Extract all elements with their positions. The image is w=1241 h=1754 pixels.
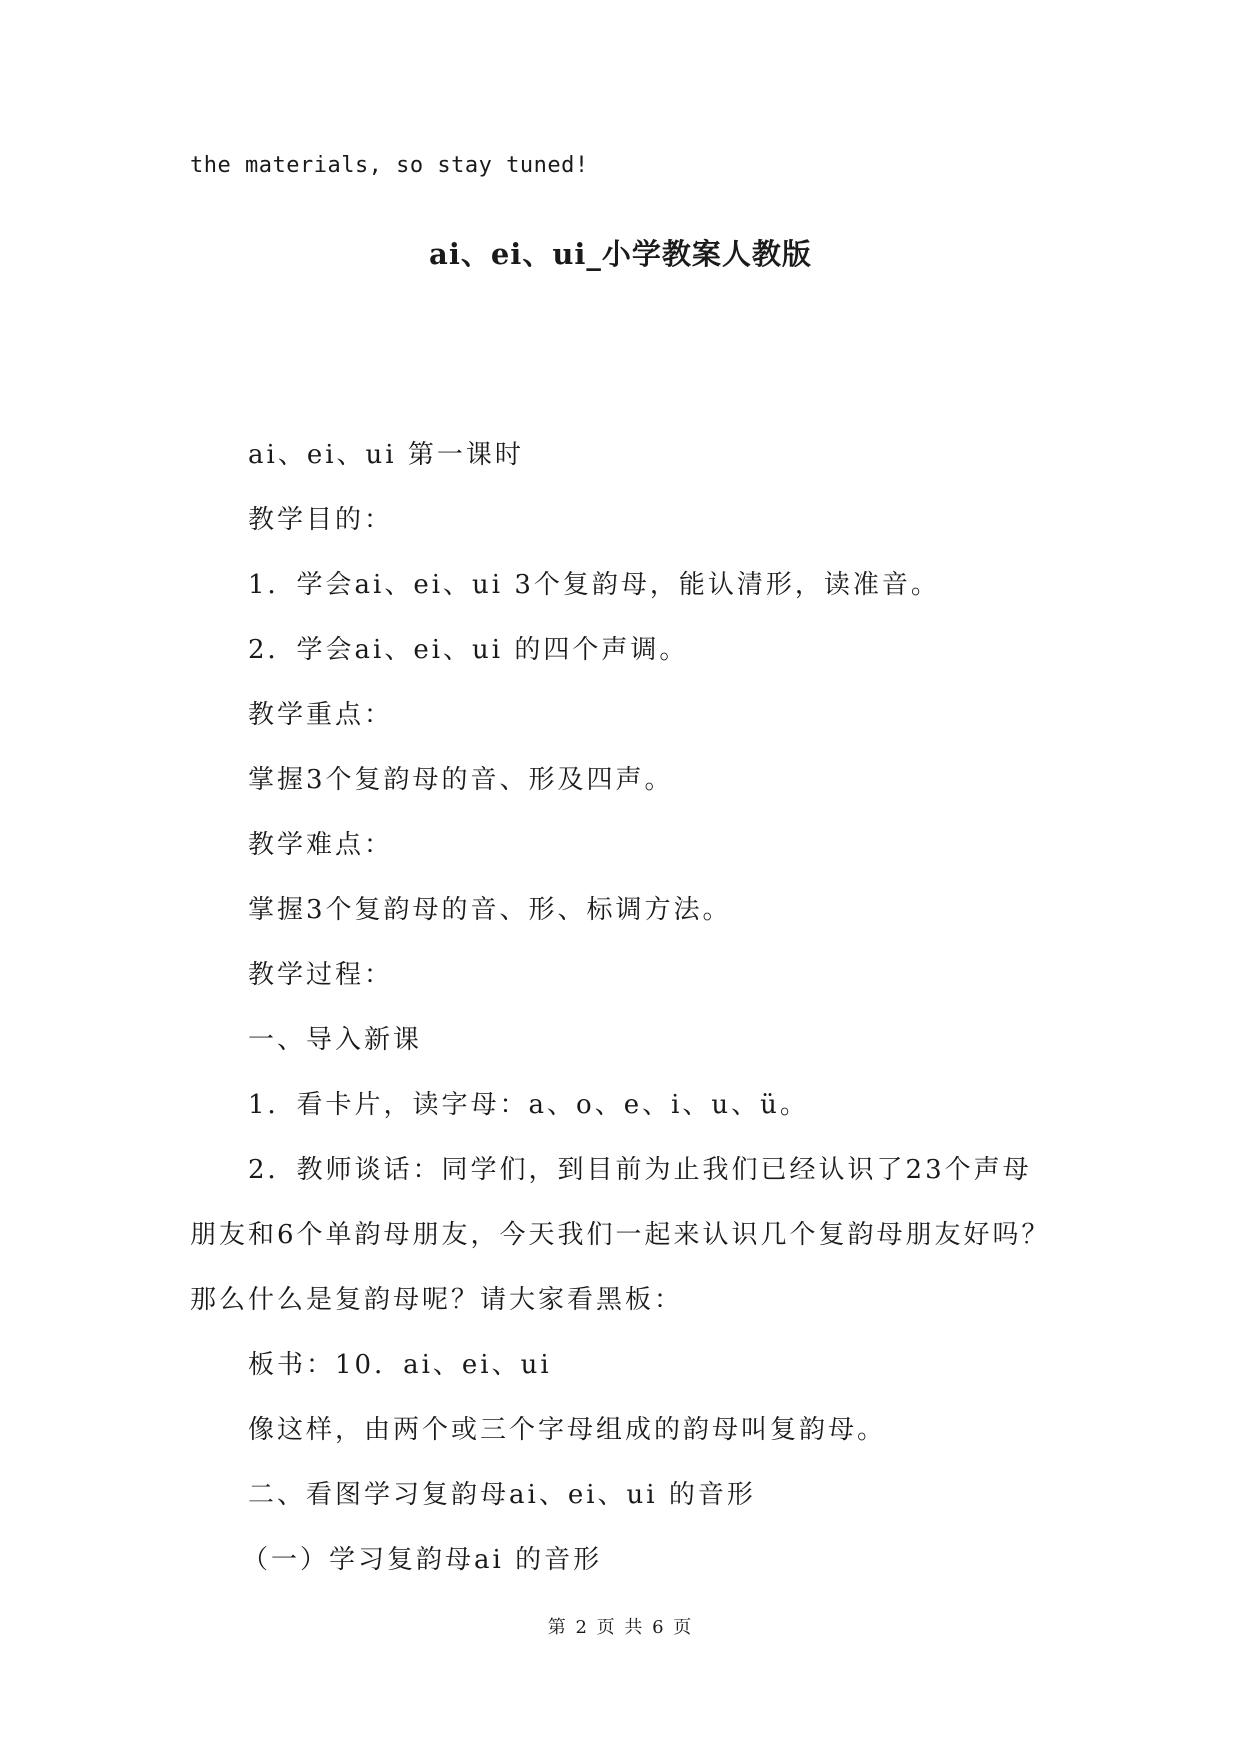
section-1-step-1: 1．看卡片，读字母：a、o、e、i、u、ü。 [248,1090,809,1120]
key-points-text: 掌握3个复韵母的音、形及四声。 [248,765,674,795]
heading-teaching-goals: 教学目的： [248,505,394,535]
document-title: ai、ei、ui_小学教案人教版 [429,237,812,271]
section-1-heading: 一、导入新课 [248,1025,423,1055]
difficulties-text: 掌握3个复韵母的音、形、标调方法。 [248,895,732,925]
section-2-heading: 二、看图学习复韵母ai、ei、ui 的音形 [248,1480,756,1510]
definition-text: 像这样，由两个或三个字母组成的韵母叫复韵母。 [248,1415,887,1445]
goal-item-2: 2．学会ai、ei、ui 的四个声调。 [248,635,689,665]
heading-teaching-process: 教学过程： [248,960,394,990]
heading-difficulties: 教学难点： [248,830,394,860]
heading-key-points: 教学重点： [248,700,394,730]
document-body [190,423,1060,1593]
intro-text: the materials, so stay tuned! [190,153,589,178]
section-1-step-2: 2．教师谈话：同学们，到目前为止我们已经认识了23个声母朋友和6个单韵母朋友，今天我们一起来认识几个复韵母朋友好吗？那么什么是复韵母呢？请大家看黑板： [190,1155,1051,1315]
blackboard-text: 板书：10．ai、ei、ui [248,1350,552,1380]
subsection-1-heading: （一）学习复韵母ai 的音形 [242,1545,603,1575]
page-footer: 第 2 页 共 6 页 [547,1617,694,1638]
paragraph-lesson-period: ai、ei、ui 第一课时 [248,440,524,470]
goal-item-1: 1．学会ai、ei、ui 3个复韵母，能认清形，读准音。 [248,570,940,600]
